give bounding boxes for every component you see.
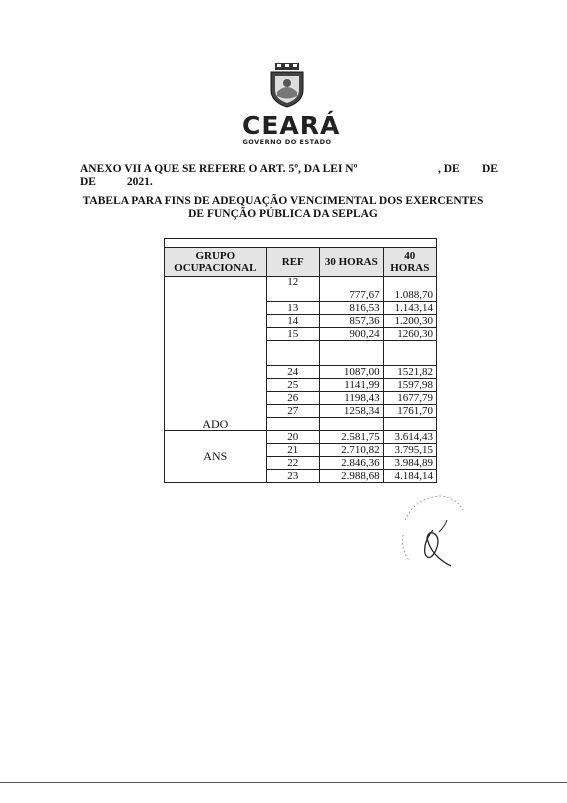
- ref-cell: 25: [266, 379, 319, 392]
- value-40h: 3.614,43: [383, 431, 436, 444]
- brand-name: CEARÁ: [242, 111, 341, 140]
- value-40h: 3.984,89: [383, 457, 436, 470]
- value-30h: 1258,34: [319, 405, 383, 418]
- value-40h: 4.184,14: [383, 470, 436, 483]
- group-ans: ANS: [165, 431, 267, 483]
- header-30h: 30 HORAS: [319, 248, 383, 277]
- annex-line2-de: DE: [80, 176, 96, 188]
- ref-cell: 13: [266, 302, 319, 315]
- value-40h: 1.143,14: [383, 302, 436, 315]
- annex-line1: ANEXO VII A QUE SE REFERE O ART. 5º, DA LEI Nº: [80, 163, 358, 175]
- value-30h: 816,53: [319, 302, 383, 315]
- state-logo: [242, 62, 341, 146]
- value-30h: 2.710,82: [319, 444, 383, 457]
- value-40h: 1.200,30: [383, 315, 436, 328]
- value-30h: 1087,00: [319, 366, 383, 379]
- value-30h: 1141,99: [319, 379, 383, 392]
- table-title-line1: TABELA PARA FINS DE ADEQUAÇÃO VENCIMENTAL DOS EXERCENTES: [82, 195, 484, 207]
- value-40h: 1521,82: [383, 366, 436, 379]
- ref-cell: 26: [266, 392, 319, 405]
- ref-cell: 14: [266, 315, 319, 328]
- table-row: [165, 431, 437, 444]
- group-ado: ADO: [165, 277, 267, 431]
- annex-de1: , DE: [438, 163, 460, 175]
- value-40h: 1.088,70: [383, 277, 436, 302]
- annex-heading: [80, 163, 500, 189]
- table-header-row: [165, 248, 437, 277]
- value-40h: 1761,70: [383, 405, 436, 418]
- value-30h: 2.988,68: [319, 470, 383, 483]
- table-title-line2: DE FUNÇÃO PÚBLICA DA SEPLAG: [188, 207, 378, 220]
- ref-cell: 27: [266, 405, 319, 418]
- ref-cell: 24: [266, 366, 319, 379]
- table-row: [165, 277, 437, 302]
- brand-subtitle: GOVERNO DO ESTADO: [242, 138, 332, 146]
- annex-year: 2021.: [126, 176, 153, 188]
- value-30h: 2.581,75: [319, 431, 383, 444]
- table-title: [70, 195, 496, 220]
- ref-cell: 21: [266, 444, 319, 457]
- signature-mark: [395, 490, 475, 570]
- value-30h: 857,36: [319, 315, 383, 328]
- ref-cell: 15: [266, 328, 319, 341]
- value-40h: 1677,79: [383, 392, 436, 405]
- value-30h: 900,24: [319, 328, 383, 341]
- footer-rule: [0, 782, 567, 783]
- annex-de2: DE: [482, 163, 498, 175]
- value-30h: 2.846,36: [319, 457, 383, 470]
- table-top-row: [165, 239, 437, 248]
- value-40h: 3.795,15: [383, 444, 436, 457]
- ref-cell: 20: [266, 431, 319, 444]
- value-30h: 1198,43: [319, 392, 383, 405]
- value-40h: 1597,98: [383, 379, 436, 392]
- ref-cell: 22: [266, 457, 319, 470]
- header-group: GRUPO OCUPACIONAL: [165, 248, 267, 277]
- header-ref: REF: [266, 248, 319, 277]
- value-40h: 1260,30: [383, 328, 436, 341]
- value-30h: 777,67: [319, 277, 383, 302]
- header-40h: 40 HORAS: [383, 248, 436, 277]
- coat-of-arms-icon: [267, 62, 307, 108]
- salary-table: [164, 238, 437, 483]
- ref-cell: 23: [266, 470, 319, 483]
- ref-cell: 12: [266, 277, 319, 302]
